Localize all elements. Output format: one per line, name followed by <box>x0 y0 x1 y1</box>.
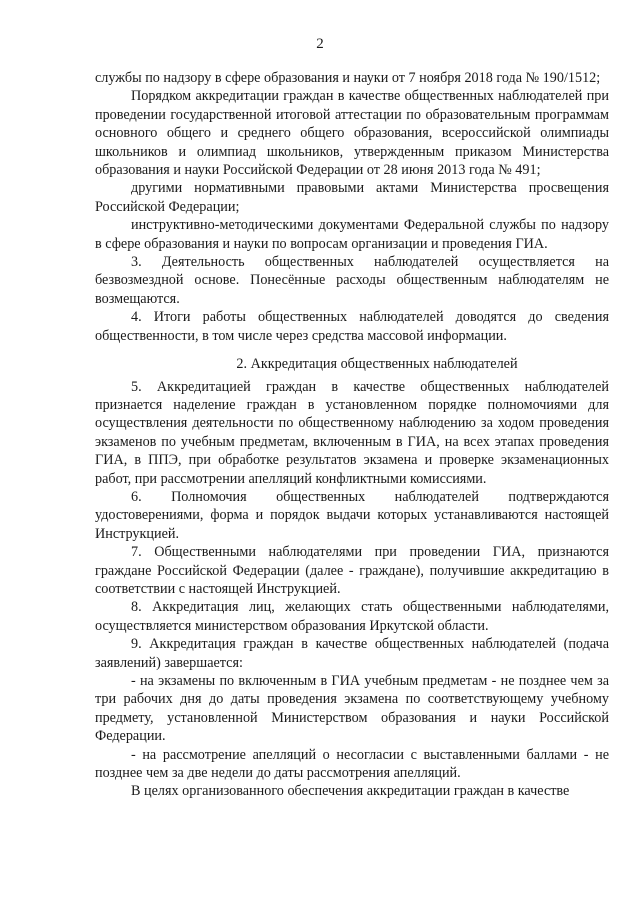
paragraph: другими нормативными правовыми актами Министерства просвещения Российской Федерации; <box>95 180 609 215</box>
paragraph: - на рассмотрение апелляций о несогласии с выставленными баллами - не позднее чем за две недели до даты рассмотрения апелляций. <box>95 746 609 782</box>
paragraph: Порядком аккредитации граждан в качестве общественных наблюдателей при проведении государственной итоговой аттестации по образовательным программам основного общего и среднего общего образования, всероссийской олимпиады школьников и олимпиад школьников, утвержденным приказом Министерства образования и науки Российской Федерации от 28 июня 2013 года № 491; <box>95 88 609 179</box>
document-body <box>95 69 609 801</box>
section-heading: 2. Аккредитация общественных наблюдателей <box>236 356 518 373</box>
paragraph: 5. Аккредитацией граждан в качестве общественных наблюдателей признается наделение граждан в установленном порядке полномочиями для осуществления деятельности по общественному наблюдению за ходом проведения экзаменов по учебным предметам, включенным в ГИА, на всех этапах проведения ГИА, в ППЭ, при обработке результатов экзамена и проверке экзаменационных работ, при рассмотрении апелляций конфликтными комиссиями. <box>95 378 609 487</box>
paragraph: службы по надзору в сфере образования и науки от 7 ноября 2018 года № 190/1512; <box>95 70 601 86</box>
paragraph: 7. Общественными наблюдателями при проведении ГИА, признаются граждане Российской Федерации (далее - граждане), получившие аккредитацию в соответствии с настоящей Инструкцией. <box>95 544 609 597</box>
paragraph: 6. Полномочия общественных наблюдателей подтверждаются удостоверениями, форма и порядок выдачи которых устанавливаются настоящей Инструкцией. <box>95 488 609 542</box>
paragraph: 8. Аккредитация лиц, желающих стать общественными наблюдателями, осуществляется министерством образования Иркутской области. <box>95 599 609 634</box>
paragraph: 9. Аккредитация граждан в качестве общественных наблюдателей (подача заявлений) завершается: <box>95 636 609 671</box>
page-number: 2 <box>316 36 324 52</box>
paragraph: В целях организованного обеспечения аккредитации граждан в качестве <box>131 783 570 800</box>
paragraph: - на экзамены по включенным в ГИА учебным предметам - не позднее чем за три рабочих дня до даты проведения экзамена по соответствующему учебному предмету, установленной Министерством образования и науки Российской Федерации. <box>95 673 609 745</box>
paragraph: 3. Деятельность общественных наблюдателей осуществляется на безвозмездной основе. Понесённые расходы общественным наблюдателям не возмещаются. <box>95 254 609 307</box>
paragraph: инструктивно-методическими документами Федеральной службы по надзору в сфере образования и науки по вопросам организации и проведения ГИА. <box>95 217 609 252</box>
paragraph: 4. Итоги работы общественных наблюдателей доводятся до сведения общественности, в том числе через средства массовой информации. <box>95 309 609 344</box>
